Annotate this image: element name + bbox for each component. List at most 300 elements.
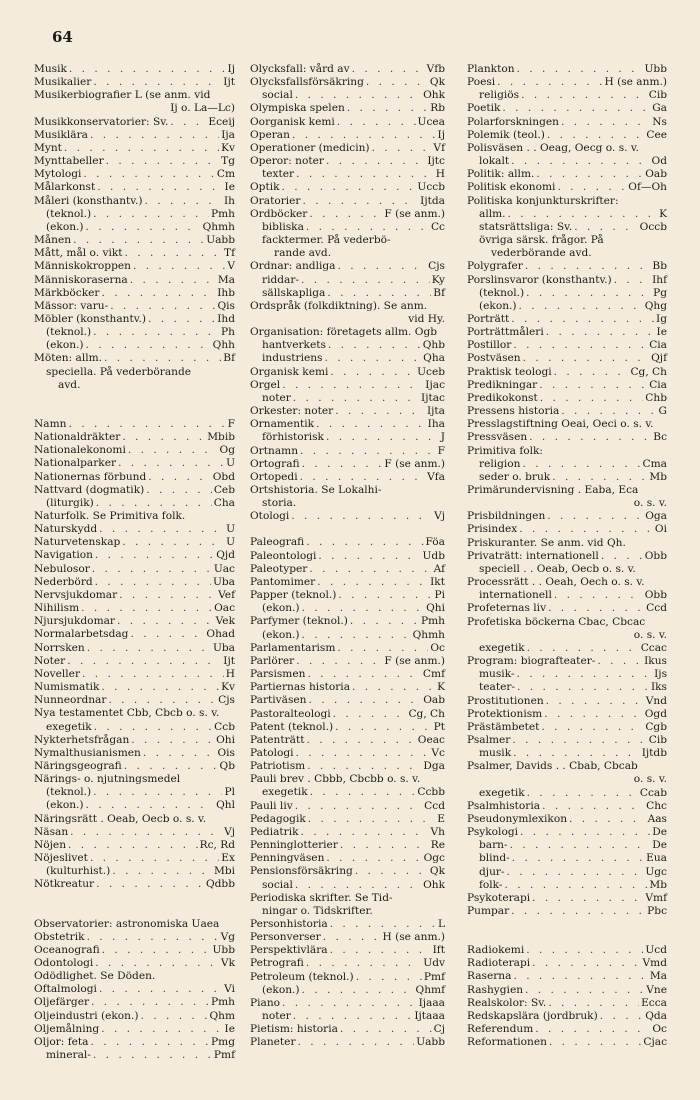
entry-term: Partiernas historia [250, 681, 351, 694]
classification-code: Ubb [212, 943, 235, 956]
entry-term: Njursjukdomar [34, 615, 115, 628]
entry-term: musik [479, 747, 512, 760]
dot-leader [323, 931, 381, 944]
classification-code: F [227, 417, 235, 430]
entry-term: (teknol.) [479, 286, 525, 299]
entry-term: Människokroppen [34, 260, 131, 273]
dot-leader [326, 155, 425, 168]
index-subentry [34, 786, 235, 799]
dot-leader [133, 260, 225, 273]
classification-code: Ijtaaa [414, 1010, 445, 1023]
entry-term: (ekon.) [46, 339, 84, 352]
index-subentry [250, 879, 445, 892]
dot-leader [508, 208, 658, 221]
index-subentry [467, 747, 667, 760]
classification-code: Kv [221, 141, 235, 154]
dot-leader [122, 431, 205, 444]
entry-term: Nederbörd [34, 575, 93, 588]
index-entry [34, 694, 235, 707]
index-entry [34, 1036, 235, 1049]
index-entry [34, 471, 235, 484]
entry-continuation: o. s. v. [633, 773, 667, 786]
classification-code: Ijtdb [641, 747, 667, 760]
index-entry [467, 313, 667, 326]
section-gap [467, 918, 667, 944]
section-gap [34, 392, 235, 418]
classification-code: Re [430, 839, 445, 852]
classification-code: Ij [437, 128, 445, 141]
classification-code: E [437, 812, 445, 825]
index-entry [34, 313, 235, 326]
dot-leader [519, 523, 653, 536]
dot-leader [328, 339, 421, 352]
index-entry [34, 839, 235, 852]
dot-leader [352, 681, 435, 694]
entry-term: Pressens historia [467, 405, 560, 418]
entry-term: Oorganisk kemi [250, 115, 335, 128]
entry-term: internationell [479, 589, 552, 602]
classification-code: Ugc [645, 865, 667, 878]
entry-term: Planeter [250, 1036, 296, 1049]
entry-term: Politik: allm. [467, 168, 535, 181]
entry-term: Patriotism [250, 760, 306, 773]
index-entry [467, 181, 667, 194]
classification-code: Vne [646, 983, 667, 996]
index-entry: Naturfolk. Se Primitiva folk. [34, 510, 186, 522]
entry-term: Privaträtt: internationell [467, 549, 599, 562]
index-entry: Närings- o. njutningsmedel [34, 773, 181, 786]
entry-term: Mynttabeller [34, 155, 104, 168]
entry-term: Näsan [34, 825, 69, 838]
entry-term: Penninglotterier [250, 839, 338, 852]
entry-term: Prisbildningen [467, 510, 546, 523]
dot-leader [335, 405, 425, 418]
classification-code: Rc, Rd [199, 838, 235, 851]
dot-leader [306, 734, 415, 747]
classification-code: Uac [213, 562, 235, 575]
entry-term: industriens [262, 352, 323, 365]
classification-code: Qhh [212, 339, 235, 352]
entry-term: Personhistoria [250, 918, 328, 930]
entry-term: Porträttmåleri [467, 326, 544, 339]
entry-continuation: o. s. v. [633, 628, 667, 641]
index-entry [34, 826, 235, 839]
entry-continuation: Ij o. La—Lc) [170, 102, 235, 115]
dot-leader [309, 563, 431, 576]
entry-term: Papper (teknol.) [250, 589, 337, 602]
dot-leader [146, 484, 212, 497]
page-number: 64 [52, 28, 73, 46]
dot-leader [330, 944, 431, 957]
dot-leader [87, 931, 219, 944]
dot-leader [81, 602, 212, 615]
entry-term: Operan [250, 128, 290, 141]
index-subentry [34, 497, 235, 510]
index-subentry [467, 89, 667, 102]
index-entry: Periodiska skrifter. Se Tid- [250, 891, 393, 904]
entry-term: Olycksfall: vård av [250, 63, 350, 75]
index-entry [34, 957, 235, 970]
entry-term: Mynt [34, 141, 62, 154]
classification-code: Qhmh [202, 220, 235, 233]
classification-code: Ikus [644, 655, 667, 668]
entry-term: Petroleum (teknol.) [250, 970, 354, 983]
dot-leader [526, 944, 643, 957]
index-entry: övriga särsk. frågor. På [479, 234, 604, 247]
entry-term: Redskapslära (jordbruk) [467, 1009, 598, 1022]
entry-term: (ekon.) [262, 602, 300, 615]
index-entry [34, 996, 235, 1009]
entry-continuation: storia. [262, 497, 297, 510]
dot-leader [546, 326, 655, 339]
classification-code: U [226, 536, 235, 549]
classification-code: Ex [221, 852, 235, 865]
index-subentry [467, 221, 667, 234]
index-subentry [34, 221, 235, 234]
dot-leader [557, 181, 626, 194]
index-subentry [34, 721, 235, 734]
entry-term: Nihilism [34, 602, 80, 615]
index-entry [467, 813, 667, 826]
classification-code: Qis [217, 299, 235, 312]
index-entry [250, 839, 445, 852]
dot-leader [569, 813, 646, 826]
classification-code: Ijac [425, 378, 445, 391]
classification-code: Cj [433, 1023, 445, 1036]
classification-code: Qhg [644, 299, 667, 312]
dot-leader [106, 155, 219, 168]
dot-leader [68, 839, 198, 852]
dot-leader [93, 208, 209, 221]
entry-term: Orkester: noter [250, 405, 334, 418]
dot-leader [326, 852, 421, 865]
index-entry [467, 734, 667, 747]
dot-leader [614, 274, 650, 287]
index-entry [34, 1010, 235, 1023]
entry-term: folk- [479, 878, 503, 891]
dot-leader [130, 628, 204, 641]
index-entry [467, 510, 667, 523]
classification-code: Bf [433, 286, 445, 299]
dot-leader [102, 287, 216, 300]
classification-code: Pi [434, 589, 445, 602]
dot-leader [526, 287, 651, 300]
dot-leader [525, 260, 651, 273]
dot-leader [326, 431, 439, 444]
entry-term: exegetik [262, 786, 308, 799]
entry-term: Poesi [467, 76, 496, 89]
index-entry [467, 129, 667, 142]
index-entry: Odödlighet. Se Döden. [34, 970, 156, 983]
classification-code: Cee [646, 128, 667, 141]
dot-leader [282, 379, 423, 392]
index-entry: Psalmer, Davids . . Cbab, Cbcab [467, 760, 638, 773]
classification-code: Ccbb [417, 786, 445, 799]
dot-leader [293, 1010, 413, 1023]
entry-term: Operationer (medicin) [250, 141, 370, 154]
entry-term: Rashygien [467, 983, 524, 996]
classification-code: Ohk [423, 89, 445, 102]
dot-leader [293, 392, 419, 405]
entry-term: Paleografi [250, 536, 305, 549]
dot-leader [309, 208, 382, 221]
dot-leader [547, 510, 643, 523]
index-entry [34, 983, 235, 996]
dot-leader [91, 1036, 210, 1049]
index-entry [34, 760, 235, 773]
dot-leader [520, 826, 650, 839]
index-column-1 [34, 63, 235, 1062]
classification-code: Ga [652, 102, 667, 115]
entry-term: Pietism: historia [250, 1023, 338, 1036]
dot-leader [306, 536, 423, 549]
entry-term: Politisk ekonomi [467, 181, 556, 194]
entry-term: Oceanografi [34, 943, 100, 956]
index-entry [250, 944, 445, 957]
classification-code: Uabb [416, 1036, 445, 1049]
index-entry [250, 510, 445, 523]
dot-leader [302, 629, 411, 642]
index-entry: Polisväsen . . Oeag, Oecg o. s. v. [467, 141, 639, 154]
entry-term: noter [262, 1010, 291, 1023]
index-entry [34, 668, 235, 681]
index-entry [467, 892, 667, 905]
dot-leader [99, 983, 222, 996]
entry-term: Penningväsen [250, 852, 325, 865]
entry-term: Oratorier [250, 194, 301, 207]
entry-term: Predikningar [467, 378, 538, 391]
index-subentry [34, 1049, 235, 1062]
index-subentry [250, 287, 445, 300]
classification-code: Eua [646, 852, 667, 865]
entry-continuation: rande avd. [274, 247, 332, 260]
classification-code: H (se anm.) [382, 931, 445, 944]
classification-code: Qhi [426, 602, 445, 615]
entry-term: social [262, 878, 293, 891]
index-entry [34, 181, 235, 194]
index-entry [467, 102, 667, 115]
entry-term: Ordböcker [250, 207, 308, 220]
entry-term: Måleri (konsthantv.) [34, 194, 143, 207]
index-entry [250, 721, 445, 734]
classification-code: Uba [212, 641, 235, 654]
index-subentry [250, 984, 445, 997]
classification-code: Pg [653, 286, 667, 299]
dot-leader [86, 221, 201, 234]
dot-leader [307, 760, 421, 773]
index-entry [250, 208, 445, 221]
classification-code: Rb [430, 102, 445, 115]
classification-code: U [226, 457, 235, 470]
dot-leader [548, 602, 644, 615]
classification-code: Vj [434, 510, 445, 523]
index-entry: Processrätt . . Oeah, Oech o. s. v. [467, 576, 645, 589]
entry-term: Mått, mål o. vikt [34, 247, 123, 260]
classification-code: Of—Oh [628, 181, 667, 194]
entry-term: Obstetrik [34, 930, 85, 943]
entry-term: Partiväsen [250, 694, 307, 707]
index-entry [250, 63, 445, 76]
index-entry [467, 708, 667, 721]
classification-code: Oi [654, 523, 667, 536]
dot-leader [90, 852, 219, 865]
classification-code: H [225, 667, 235, 680]
index-entry: Primärundervisning . Eaba, Eca [467, 484, 639, 496]
entry-term: Oljefärger [34, 996, 90, 1009]
classification-code: Uba [212, 575, 235, 588]
dot-leader [532, 892, 643, 905]
entry-term: Ornamentik [250, 418, 315, 431]
index-entry [467, 1036, 667, 1049]
index-entry [34, 747, 235, 760]
dot-leader [554, 589, 643, 602]
dot-leader [124, 760, 218, 773]
dot-leader [69, 63, 226, 76]
classification-code: Cm [216, 168, 235, 181]
entry-term: Personverser [250, 931, 321, 944]
index-entry [34, 589, 235, 602]
index-entry [467, 1023, 667, 1036]
index-entry [250, 181, 445, 194]
dot-leader [333, 708, 407, 721]
classification-code: Vi [224, 983, 235, 996]
entry-term: Månen [34, 234, 72, 247]
entry-term: Postväsen [467, 352, 521, 365]
entry-term: Patologi [250, 746, 294, 759]
index-subentry [467, 879, 667, 892]
entry-term: Pediatrik [250, 825, 299, 838]
index-entry [250, 865, 445, 878]
index-entry [250, 931, 445, 944]
classification-code: Pbc [647, 905, 667, 917]
index-entry [34, 484, 235, 497]
dot-leader [542, 800, 644, 813]
dot-leader [86, 799, 215, 812]
dot-leader [338, 589, 432, 602]
index-subentry [250, 431, 445, 444]
index-entry [467, 826, 667, 839]
classification-code: Ikt [430, 575, 445, 588]
dot-leader [544, 708, 643, 721]
dot-leader [295, 800, 422, 813]
index-subentry [467, 668, 667, 681]
dot-leader [292, 129, 436, 142]
index-entry [467, 431, 667, 444]
dot-leader [511, 313, 654, 326]
index-subentry [250, 168, 445, 181]
classification-code: Pt [433, 720, 445, 733]
classification-code: Tf [224, 247, 235, 260]
classification-code: Occb [639, 220, 667, 233]
entry-term: Musikkonservatorier: Sv. [34, 115, 169, 128]
entry-term: Nationaldräkter [34, 431, 121, 444]
index-entry [34, 944, 235, 957]
entry-term: Postillor [467, 339, 512, 352]
entry-term: Optik [250, 181, 280, 194]
dot-leader [513, 747, 640, 760]
index-entry: facktermer. På vederbö- [262, 234, 391, 247]
dot-leader [529, 431, 651, 444]
index-entry [467, 274, 667, 287]
entry-term: Paleotyper [250, 562, 308, 575]
dot-leader [86, 339, 211, 352]
classification-code: H (se anm.) [604, 76, 667, 89]
index-entry [34, 234, 235, 247]
entry-term: musik- [479, 668, 515, 681]
dot-leader [119, 589, 216, 602]
index-subentry [34, 326, 235, 339]
index-entry [34, 602, 235, 615]
entry-term: Oljeindustri (ekon.) [34, 1009, 139, 1022]
dot-leader [282, 997, 417, 1010]
entry-term: Numismatik [34, 681, 100, 694]
classification-code: Ijt [223, 654, 235, 667]
entry-term: Prisindex [467, 523, 518, 536]
index-entry [250, 129, 445, 142]
dot-leader [70, 826, 222, 839]
entry-term: Människoraserna [34, 273, 128, 286]
entry-term: Nöjen [34, 838, 67, 851]
entry-term: religiös [479, 89, 520, 102]
index-entry: Organisation: företagets allm. Ogb [250, 326, 438, 339]
dot-leader [546, 695, 644, 708]
dot-leader [535, 1023, 650, 1036]
index-entry: Ortshistoria. Se Lokalhi- [250, 484, 382, 496]
entry-term: exegetik [479, 786, 525, 799]
entry-term: Polemik (teol.) [467, 128, 545, 141]
dot-leader [83, 168, 214, 181]
index-subentry [250, 392, 445, 405]
entry-term: Mässor: varu- [34, 299, 109, 312]
classification-code: Cib [648, 733, 667, 746]
dot-leader [532, 957, 640, 970]
entry-term: Pedagogik [250, 812, 306, 825]
dot-leader [372, 142, 432, 155]
dot-leader [122, 536, 224, 549]
dot-leader [536, 168, 643, 181]
dot-leader [356, 971, 422, 984]
dot-leader [67, 655, 221, 668]
classification-code: Od [651, 155, 667, 168]
classification-code: Bf [223, 352, 235, 365]
entry-term: Ordnar: andliga [250, 260, 336, 273]
entry-term: Predikokonst [467, 391, 538, 404]
index-entry [467, 655, 667, 668]
dot-leader [600, 1010, 643, 1023]
classification-code: Ijs [654, 668, 667, 681]
dot-leader [552, 471, 647, 484]
classification-code: Kv [221, 681, 235, 694]
index-entry [34, 628, 235, 641]
index-subentry [34, 865, 235, 878]
classification-code: Vk [220, 957, 235, 969]
dot-leader [574, 221, 637, 234]
entry-term: Pumpar [467, 905, 510, 917]
index-entry [467, 326, 667, 339]
classification-code: Qhmh [412, 628, 445, 641]
entry-continuation: vederbörande avd. [491, 247, 592, 260]
entry-term: social [262, 89, 293, 102]
index-subentry [467, 471, 667, 484]
classification-code: Ift [432, 944, 445, 957]
entry-term: Profeternas liv [467, 602, 547, 615]
dot-leader [340, 839, 429, 852]
index-subentry [250, 221, 445, 234]
index-entry [250, 116, 445, 129]
classification-code: Ccac [640, 641, 667, 654]
index-entry [467, 997, 667, 1010]
entry-term: Målarkonst [34, 181, 96, 194]
